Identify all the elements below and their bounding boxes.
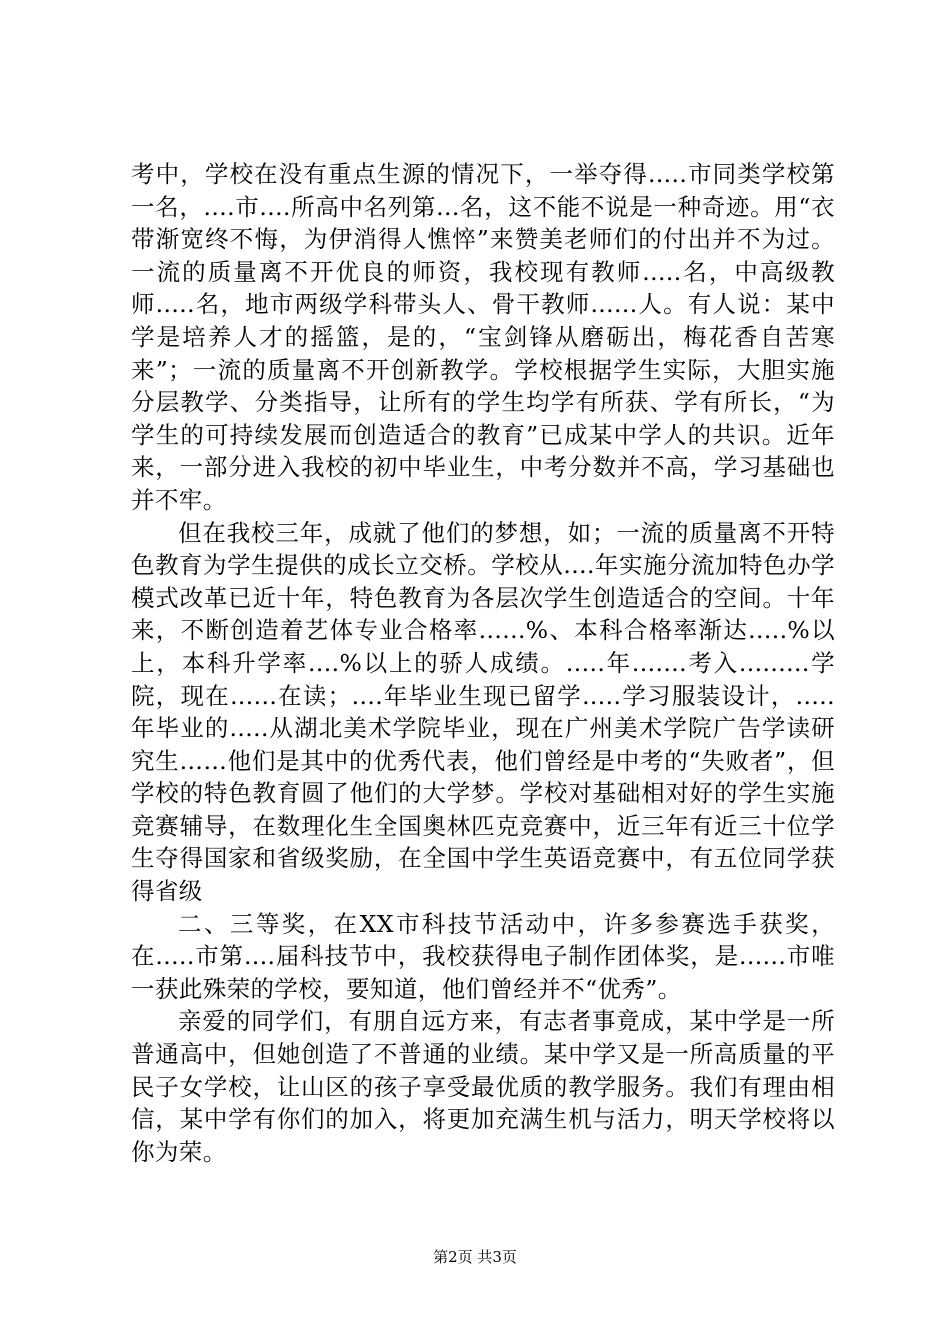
paragraph-3: 二、三等奖，在XX市科技节活动中，许多参赛选手获奖，在.....市第....届科技节中，我校获得电子制作团体奖，是......市唯一获此殊荣的学校，要知道，他们曾经并不“优秀”。 xyxy=(131,909,835,1003)
document-body xyxy=(131,158,835,1168)
page-number-footer: 第2页 共3页 xyxy=(433,1248,517,1266)
paragraph-4: 亲爱的同学们，有朋自远方来，有志者事竟成，某中学是一所普通高中，但她创造了不普通的业绩。某中学又是一所高质量的平民子女学校，让山区的孩子享受最优质的教学服务。我们有理由相信，某中学有你们的加入，将更加充满生机与活力，明天学校将以你为荣。 xyxy=(131,1007,835,1166)
paragraph-1: 考中，学校在没有重点生源的情况下，一举夺得.....市同类学校第一名，....市....所高中名列第...名，这不能不说是一种奇迹。用“衣带渐宽终不悔，为伊消得人憔悴”来赞美老师们的付出并不为过。一流的质量离不开优良的师资，我校现有教师.....名，中高级教师.....名，地市两级学科带头人、骨干教师......人。有人说：某中学是培养人才的摇篮，是的，“宝剑锋从磨砺出，梅花香自苦寒来”；一流的质量离不开创新教学。学校根据学生实际，大胆实施分层教学、分类指导，让所有的学生均学有所获、学有所长，“为学生的可持续发展而创造适合的教育”已成某中学人的共识。近年来，一部分进入我校的初中毕业生，中考分数并不高，学习基础也并不牢。 xyxy=(131,160,835,514)
paragraph-2: 但在我校三年，成就了他们的梦想，如；一流的质量离不开特色教育为学生提供的成长立交桥。学校从....年实施分流加特色办学模式改革已近十年，特色教育为各层次学生创造适合的空间。十年来，不断创造着艺体专业合格率......%、本科合格率渐达.....%以上，本科升学率....%以上的骄人成绩。.....年.......考入.........学院，现在......在读；....年毕业生现已留学.....学习服装设计，.....年毕业的.....从湖北美术学院毕业，现在广州美术学院广告学读研究生……他们是其中的优秀代表，他们曾经是中考的“失败者”，但学校的特色教育圆了他们的大学梦。学校对基础相对好的学生实施竞赛辅导，在数理化生全国奥林匹克竞赛中，近三年有近三十位学生夺得国家和省级奖励，在全国中学生英语竞赛中，有五位同学获得省级 xyxy=(131,518,835,906)
